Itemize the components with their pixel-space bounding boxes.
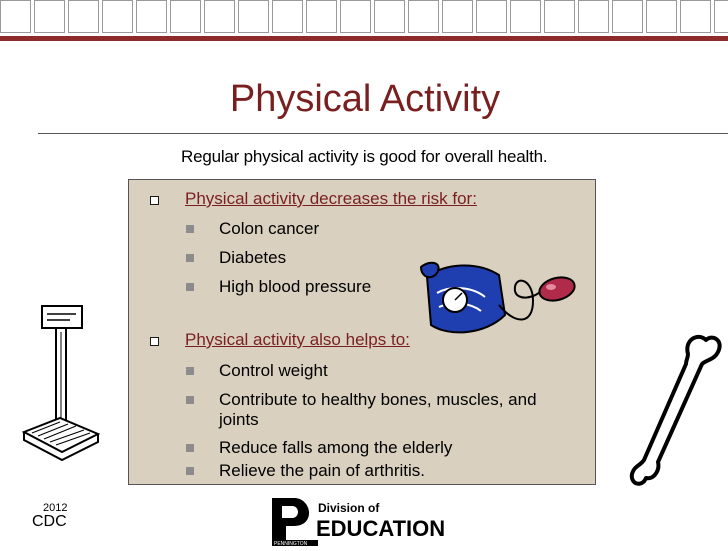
logo-line3: PENNINGTON — [274, 541, 308, 546]
bar-cell — [374, 0, 405, 33]
list-item-continuation: joints — [219, 410, 259, 429]
bullet-icon — [186, 283, 194, 291]
bullet-icon — [186, 254, 194, 262]
slide-title: Physical Activity — [229, 78, 501, 120]
bar-cell — [442, 0, 473, 33]
footer-source: CDC — [32, 513, 67, 530]
square-bullet-icon — [150, 196, 159, 205]
bar-cell — [612, 0, 643, 33]
bullet-icon — [186, 225, 194, 233]
bone-icon — [628, 330, 723, 495]
blood-pressure-cuff-icon — [415, 255, 580, 340]
top-decorative-bar — [0, 0, 728, 46]
pennington-logo-icon — [268, 496, 448, 546]
bar-cell — [34, 0, 65, 33]
bullet-icon — [186, 396, 194, 404]
bar-cell — [510, 0, 541, 33]
weighing-scale-icon — [20, 302, 100, 467]
bar-cell — [136, 0, 167, 33]
bar-cell — [476, 0, 507, 33]
list-item: Control weight — [219, 361, 328, 380]
bullet-icon — [186, 444, 194, 452]
section-heading-risks: Physical activity decreases the risk for: — [185, 189, 477, 208]
bar-cell — [340, 0, 371, 33]
division-of-education-logo — [268, 496, 448, 546]
footer-year: 2012 — [43, 502, 68, 514]
list-item: Relieve the pain of arthritis. — [219, 461, 425, 480]
bar-cell — [646, 0, 677, 33]
list-item: Contribute to healthy bones, muscles, and — [219, 390, 537, 409]
list-item: Colon cancer — [219, 219, 320, 238]
logo-line2: EDUCATION — [316, 516, 446, 541]
bar-cell — [408, 0, 439, 33]
list-item: Reduce falls among the elderly — [219, 438, 453, 457]
bar-cell — [170, 0, 201, 33]
bar-cell — [680, 0, 711, 33]
bar-cell — [306, 0, 337, 33]
square-bullet-icon — [150, 337, 159, 346]
bar-cell — [204, 0, 235, 33]
bar-cell — [102, 0, 133, 33]
slide-subtitle: Regular physical activity is good for overall health. — [181, 147, 548, 166]
section-heading-helps: Physical activity also helps to: — [185, 330, 410, 349]
bar-cell — [544, 0, 575, 33]
bullet-icon — [186, 467, 194, 475]
bar-cell — [0, 0, 31, 33]
list-item: Diabetes — [219, 248, 287, 267]
bar-cell — [238, 0, 269, 33]
bar-cell — [714, 0, 728, 33]
bar-cell — [272, 0, 303, 33]
title-divider — [38, 133, 728, 134]
list-item: High blood pressure — [219, 277, 372, 296]
logo-line1: Division of — [318, 501, 380, 515]
bar-cell — [68, 0, 99, 33]
bar-cell — [578, 0, 609, 33]
bullet-icon — [186, 367, 194, 375]
top-red-line — [0, 36, 728, 41]
